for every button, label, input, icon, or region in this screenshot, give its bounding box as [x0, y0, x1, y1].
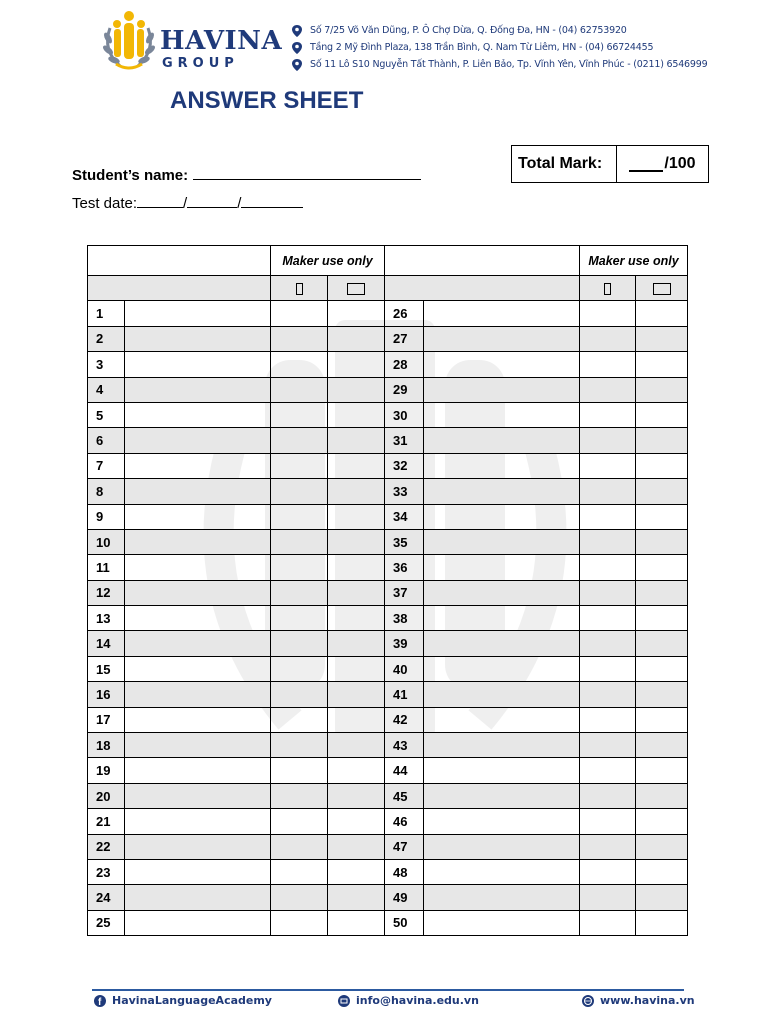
- question-number: 13: [88, 606, 125, 631]
- correct-mark-cell[interactable]: [580, 301, 636, 326]
- correct-mark-cell[interactable]: [580, 758, 636, 783]
- incorrect-mark-cell[interactable]: [328, 377, 385, 402]
- incorrect-mark-cell[interactable]: [636, 783, 688, 808]
- incorrect-mark-cell[interactable]: [636, 580, 688, 605]
- incorrect-mark-cell[interactable]: [636, 453, 688, 478]
- correct-mark-cell[interactable]: [271, 758, 328, 783]
- question-number: 14: [88, 631, 125, 656]
- question-number: 1: [88, 301, 125, 326]
- answer-cell[interactable]: [125, 352, 271, 377]
- incorrect-mark-cell[interactable]: [636, 910, 688, 935]
- table-row: [88, 352, 688, 377]
- answer-cell[interactable]: [424, 301, 580, 326]
- correct-mark-cell[interactable]: [580, 326, 636, 351]
- question-number: 2: [88, 326, 125, 351]
- incorrect-mark-cell[interactable]: [636, 402, 688, 427]
- correct-mark-cell[interactable]: [271, 733, 328, 758]
- correct-mark-cell[interactable]: [271, 529, 328, 554]
- test-date-row: [72, 193, 303, 212]
- answer-cell[interactable]: [424, 377, 580, 402]
- footer-email[interactable]: [338, 994, 479, 1007]
- table-row: [88, 529, 688, 554]
- table-row: [88, 707, 688, 732]
- correct-mark-cell[interactable]: [271, 377, 328, 402]
- student-name-field[interactable]: [193, 165, 421, 180]
- incorrect-mark-cell[interactable]: [328, 910, 385, 935]
- table-row: [88, 910, 688, 935]
- correct-mark-cell[interactable]: [271, 555, 328, 580]
- correct-mark-cell[interactable]: [271, 656, 328, 681]
- table-row: [88, 428, 688, 453]
- correct-mark-cell[interactable]: [580, 580, 636, 605]
- total-mark-suffix: /100: [664, 155, 696, 172]
- table-row: [88, 834, 688, 859]
- table-row: [88, 402, 688, 427]
- answer-cell[interactable]: [424, 529, 580, 554]
- table-row: [88, 555, 688, 580]
- answer-cell[interactable]: [424, 834, 580, 859]
- table-row: [88, 580, 688, 605]
- facebook-text: HavinaLanguageAcademy: [112, 994, 272, 1007]
- correct-mark-cell[interactable]: [580, 656, 636, 681]
- correct-mark-cell[interactable]: [580, 885, 636, 910]
- table-row: [88, 783, 688, 808]
- student-name-row: [72, 165, 421, 184]
- question-number: 42: [385, 707, 424, 732]
- date-separator: /: [237, 195, 242, 212]
- question-number: 3: [88, 352, 125, 377]
- question-number: 26: [385, 301, 424, 326]
- student-name-label: Student’s name:: [72, 167, 189, 184]
- correct-mark-cell[interactable]: [580, 428, 636, 453]
- correct-mark-cell[interactable]: [271, 580, 328, 605]
- total-mark-label: Total Mark:: [512, 146, 617, 182]
- question-number: 49: [385, 885, 424, 910]
- answer-cell[interactable]: [125, 453, 271, 478]
- question-number: 16: [88, 682, 125, 707]
- answer-cell[interactable]: [424, 402, 580, 427]
- correct-mark-cell[interactable]: [271, 859, 328, 884]
- incorrect-mark-cell[interactable]: [328, 707, 385, 732]
- answer-cell[interactable]: [424, 580, 580, 605]
- question-number: 10: [88, 529, 125, 554]
- website-text: www.havina.vn: [600, 994, 695, 1007]
- incorrect-mark-cell[interactable]: [636, 606, 688, 631]
- correct-mark-cell[interactable]: [271, 885, 328, 910]
- question-number: 30: [385, 402, 424, 427]
- correct-mark-cell[interactable]: [271, 682, 328, 707]
- incorrect-mark-cell[interactable]: [328, 402, 385, 427]
- question-number: 15: [88, 656, 125, 681]
- question-number: 5: [88, 402, 125, 427]
- answer-rows: [88, 301, 688, 936]
- incorrect-mark-cell[interactable]: [328, 631, 385, 656]
- answer-cell[interactable]: [125, 733, 271, 758]
- question-number: 19: [88, 758, 125, 783]
- question-number: 48: [385, 859, 424, 884]
- answer-cell[interactable]: [424, 707, 580, 732]
- table-row: [88, 809, 688, 834]
- footer-facebook[interactable]: [94, 994, 272, 1007]
- correct-box-icon: [296, 283, 303, 295]
- question-number: 32: [385, 453, 424, 478]
- answer-cell[interactable]: [125, 631, 271, 656]
- answer-cell[interactable]: [424, 910, 580, 935]
- answer-cell[interactable]: [424, 758, 580, 783]
- brand-name: HAVINA: [160, 26, 283, 56]
- incorrect-mark-cell[interactable]: [636, 707, 688, 732]
- address-text: Số 7/25 Võ Văn Dũng, P. Ô Chợ Dừa, Q. Đống Đa, HN - (04) 62753920: [310, 25, 627, 36]
- question-number: 22: [88, 834, 125, 859]
- table-row: [88, 758, 688, 783]
- question-number: 11: [88, 555, 125, 580]
- answer-cell[interactable]: [424, 479, 580, 504]
- question-number: 44: [385, 758, 424, 783]
- correct-mark-cell[interactable]: [271, 453, 328, 478]
- incorrect-mark-cell[interactable]: [636, 428, 688, 453]
- correct-mark-cell[interactable]: [580, 402, 636, 427]
- question-number: 23: [88, 859, 125, 884]
- question-number: 29: [385, 377, 424, 402]
- havina-logo: [100, 10, 283, 74]
- total-mark-box: [511, 145, 709, 183]
- correct-mark-cell[interactable]: [580, 783, 636, 808]
- table-row: [88, 326, 688, 351]
- table-row: [88, 682, 688, 707]
- answer-cell[interactable]: [424, 783, 580, 808]
- question-number: 46: [385, 809, 424, 834]
- table-row: [88, 606, 688, 631]
- incorrect-mark-cell[interactable]: [328, 580, 385, 605]
- correct-mark-cell[interactable]: [580, 377, 636, 402]
- correct-mark-cell[interactable]: [580, 910, 636, 935]
- correct-mark-cell[interactable]: [271, 631, 328, 656]
- correct-mark-cell[interactable]: [271, 910, 328, 935]
- answer-cell[interactable]: [125, 910, 271, 935]
- incorrect-mark-cell[interactable]: [636, 885, 688, 910]
- incorrect-mark-cell[interactable]: [328, 555, 385, 580]
- question-number: 37: [385, 580, 424, 605]
- globe-icon: [582, 995, 594, 1007]
- test-date-year-field[interactable]: [241, 193, 303, 208]
- date-separator: /: [183, 195, 188, 212]
- brand-group: GROUP: [162, 56, 239, 71]
- question-number: 18: [88, 733, 125, 758]
- test-date-label: Test date:: [72, 195, 138, 212]
- question-number: 27: [385, 326, 424, 351]
- correct-mark-cell[interactable]: [271, 606, 328, 631]
- question-number: 4: [88, 377, 125, 402]
- question-number: 25: [88, 910, 125, 935]
- answer-cell[interactable]: [424, 504, 580, 529]
- question-number: 17: [88, 707, 125, 732]
- correct-mark-cell[interactable]: [271, 504, 328, 529]
- table-row: [88, 631, 688, 656]
- answer-cell[interactable]: [125, 707, 271, 732]
- answer-cell[interactable]: [424, 733, 580, 758]
- answer-cell[interactable]: [125, 783, 271, 808]
- answer-cell[interactable]: [125, 758, 271, 783]
- question-number: 12: [88, 580, 125, 605]
- correct-mark-cell[interactable]: [580, 453, 636, 478]
- correct-mark-cell[interactable]: [271, 326, 328, 351]
- incorrect-mark-cell[interactable]: [328, 606, 385, 631]
- table-header-row: [88, 246, 688, 276]
- answer-cell[interactable]: [424, 809, 580, 834]
- email-icon: [338, 995, 350, 1007]
- incorrect-mark-cell[interactable]: [328, 758, 385, 783]
- correct-mark-cell[interactable]: [580, 606, 636, 631]
- table-row: [88, 301, 688, 326]
- correct-mark-cell[interactable]: [580, 555, 636, 580]
- incorrect-box-icon: [347, 283, 365, 295]
- incorrect-mark-cell[interactable]: [636, 352, 688, 377]
- question-number: 45: [385, 783, 424, 808]
- correct-mark-cell[interactable]: [580, 809, 636, 834]
- incorrect-mark-cell[interactable]: [636, 301, 688, 326]
- answer-cell[interactable]: [125, 529, 271, 554]
- address-list: [292, 22, 762, 73]
- incorrect-mark-cell[interactable]: [636, 733, 688, 758]
- question-number: 36: [385, 555, 424, 580]
- correct-mark-cell[interactable]: [580, 682, 636, 707]
- answer-cell[interactable]: [424, 631, 580, 656]
- answer-cell[interactable]: [424, 555, 580, 580]
- email-text: info@havina.edu.vn: [356, 994, 479, 1007]
- answer-cell[interactable]: [424, 656, 580, 681]
- correct-mark-cell[interactable]: [580, 479, 636, 504]
- answer-cell[interactable]: [125, 326, 271, 351]
- answer-cell[interactable]: [125, 606, 271, 631]
- correct-mark-cell[interactable]: [271, 834, 328, 859]
- answer-cell[interactable]: [125, 809, 271, 834]
- incorrect-mark-cell[interactable]: [328, 504, 385, 529]
- page-title: ANSWER SHEET: [170, 87, 364, 114]
- answer-cell[interactable]: [125, 859, 271, 884]
- answer-cell[interactable]: [424, 606, 580, 631]
- answer-cell[interactable]: [424, 453, 580, 478]
- incorrect-mark-cell[interactable]: [636, 504, 688, 529]
- incorrect-mark-cell[interactable]: [328, 885, 385, 910]
- incorrect-mark-cell[interactable]: [328, 809, 385, 834]
- table-row: [88, 885, 688, 910]
- question-number: 40: [385, 656, 424, 681]
- answer-cell[interactable]: [125, 834, 271, 859]
- table-row: [88, 377, 688, 402]
- address-text: Số 11 Lô S10 Nguyễn Tất Thành, P. Liên Bảo, Tp. Vĩnh Yên, Vĩnh Phúc - (0211) 6546999: [310, 59, 708, 70]
- question-number: 9: [88, 504, 125, 529]
- correct-box-icon: [604, 283, 611, 295]
- svg-text:f: f: [98, 996, 102, 1007]
- incorrect-mark-cell[interactable]: [328, 682, 385, 707]
- incorrect-mark-cell[interactable]: [636, 377, 688, 402]
- question-number: 39: [385, 631, 424, 656]
- incorrect-mark-cell[interactable]: [328, 326, 385, 351]
- location-pin-icon: [292, 59, 302, 71]
- incorrect-mark-cell[interactable]: [328, 834, 385, 859]
- incorrect-mark-cell[interactable]: [328, 529, 385, 554]
- answer-cell[interactable]: [125, 580, 271, 605]
- maker-use-only-label: Maker use only: [580, 246, 688, 276]
- answer-cell[interactable]: [125, 656, 271, 681]
- table-row: [88, 479, 688, 504]
- answer-cell[interactable]: [424, 885, 580, 910]
- question-number: 41: [385, 682, 424, 707]
- incorrect-mark-cell[interactable]: [328, 656, 385, 681]
- incorrect-mark-cell[interactable]: [636, 631, 688, 656]
- question-number: 6: [88, 428, 125, 453]
- incorrect-box-icon: [653, 283, 671, 295]
- address-item: [292, 22, 762, 39]
- incorrect-mark-cell[interactable]: [636, 834, 688, 859]
- incorrect-mark-cell[interactable]: [328, 479, 385, 504]
- incorrect-mark-cell[interactable]: [636, 859, 688, 884]
- facebook-icon: [94, 995, 106, 1007]
- location-pin-icon: [292, 42, 302, 54]
- correct-mark-cell[interactable]: [271, 479, 328, 504]
- footer-divider: [92, 989, 684, 991]
- incorrect-mark-cell[interactable]: [328, 783, 385, 808]
- total-mark-field[interactable]: [617, 146, 708, 182]
- correct-mark-cell[interactable]: [580, 859, 636, 884]
- table-row: [88, 656, 688, 681]
- answer-table: [87, 245, 688, 936]
- answer-cell[interactable]: [125, 428, 271, 453]
- incorrect-mark-cell[interactable]: [328, 733, 385, 758]
- question-number: 21: [88, 809, 125, 834]
- correct-mark-cell[interactable]: [580, 352, 636, 377]
- address-text: Tầng 2 Mỹ Đình Plaza, 138 Trần Bình, Q. Nam Từ Liêm, HN - (04) 66724455: [310, 42, 654, 53]
- correct-mark-cell[interactable]: [271, 301, 328, 326]
- question-number: 7: [88, 453, 125, 478]
- question-number: 24: [88, 885, 125, 910]
- incorrect-mark-cell[interactable]: [636, 656, 688, 681]
- table-row: [88, 504, 688, 529]
- correct-mark-cell[interactable]: [580, 631, 636, 656]
- incorrect-mark-cell[interactable]: [636, 758, 688, 783]
- address-item: [292, 39, 762, 56]
- correct-mark-cell[interactable]: [580, 733, 636, 758]
- table-row: [88, 859, 688, 884]
- answer-cell[interactable]: [125, 479, 271, 504]
- location-pin-icon: [292, 25, 302, 37]
- table-row: [88, 453, 688, 478]
- correct-mark-cell[interactable]: [580, 504, 636, 529]
- answer-cell[interactable]: [424, 682, 580, 707]
- laurel-emblem-icon: [100, 10, 158, 72]
- question-number: 47: [385, 834, 424, 859]
- footer-website[interactable]: [582, 994, 695, 1007]
- answer-cell[interactable]: [125, 301, 271, 326]
- incorrect-mark-cell[interactable]: [636, 682, 688, 707]
- incorrect-mark-cell[interactable]: [328, 428, 385, 453]
- question-number: 31: [385, 428, 424, 453]
- question-number: 35: [385, 529, 424, 554]
- incorrect-mark-cell[interactable]: [636, 326, 688, 351]
- incorrect-mark-cell[interactable]: [328, 301, 385, 326]
- answer-cell[interactable]: [125, 377, 271, 402]
- table-icon-row: [88, 276, 688, 301]
- test-date-month-field[interactable]: [187, 193, 237, 208]
- correct-mark-cell[interactable]: [271, 402, 328, 427]
- correct-mark-cell[interactable]: [580, 834, 636, 859]
- correct-mark-cell[interactable]: [580, 529, 636, 554]
- correct-mark-cell[interactable]: [271, 352, 328, 377]
- question-number: 50: [385, 910, 424, 935]
- answer-cell[interactable]: [424, 859, 580, 884]
- answer-cell[interactable]: [424, 326, 580, 351]
- answer-cell[interactable]: [125, 402, 271, 427]
- answer-cell[interactable]: [125, 555, 271, 580]
- table-row: [88, 733, 688, 758]
- answer-cell[interactable]: [125, 504, 271, 529]
- answer-cell[interactable]: [424, 352, 580, 377]
- incorrect-mark-cell[interactable]: [328, 859, 385, 884]
- incorrect-mark-cell[interactable]: [636, 555, 688, 580]
- question-number: 28: [385, 352, 424, 377]
- question-number: 38: [385, 606, 424, 631]
- incorrect-mark-cell[interactable]: [328, 352, 385, 377]
- incorrect-mark-cell[interactable]: [636, 809, 688, 834]
- correct-mark-cell[interactable]: [271, 783, 328, 808]
- answer-cell[interactable]: [125, 682, 271, 707]
- correct-mark-cell[interactable]: [271, 707, 328, 732]
- test-date-day-field[interactable]: [137, 193, 183, 208]
- incorrect-mark-cell[interactable]: [636, 479, 688, 504]
- question-number: 20: [88, 783, 125, 808]
- correct-mark-cell[interactable]: [271, 428, 328, 453]
- total-mark-blank[interactable]: [629, 156, 663, 172]
- correct-mark-cell[interactable]: [271, 809, 328, 834]
- correct-mark-cell[interactable]: [580, 707, 636, 732]
- question-number: 33: [385, 479, 424, 504]
- incorrect-mark-cell[interactable]: [636, 529, 688, 554]
- answer-cell[interactable]: [424, 428, 580, 453]
- answer-cell[interactable]: [125, 885, 271, 910]
- question-number: 34: [385, 504, 424, 529]
- incorrect-mark-cell[interactable]: [328, 453, 385, 478]
- question-number: 43: [385, 733, 424, 758]
- address-item: [292, 56, 762, 73]
- question-number: 8: [88, 479, 125, 504]
- maker-use-only-label: Maker use only: [271, 246, 385, 276]
